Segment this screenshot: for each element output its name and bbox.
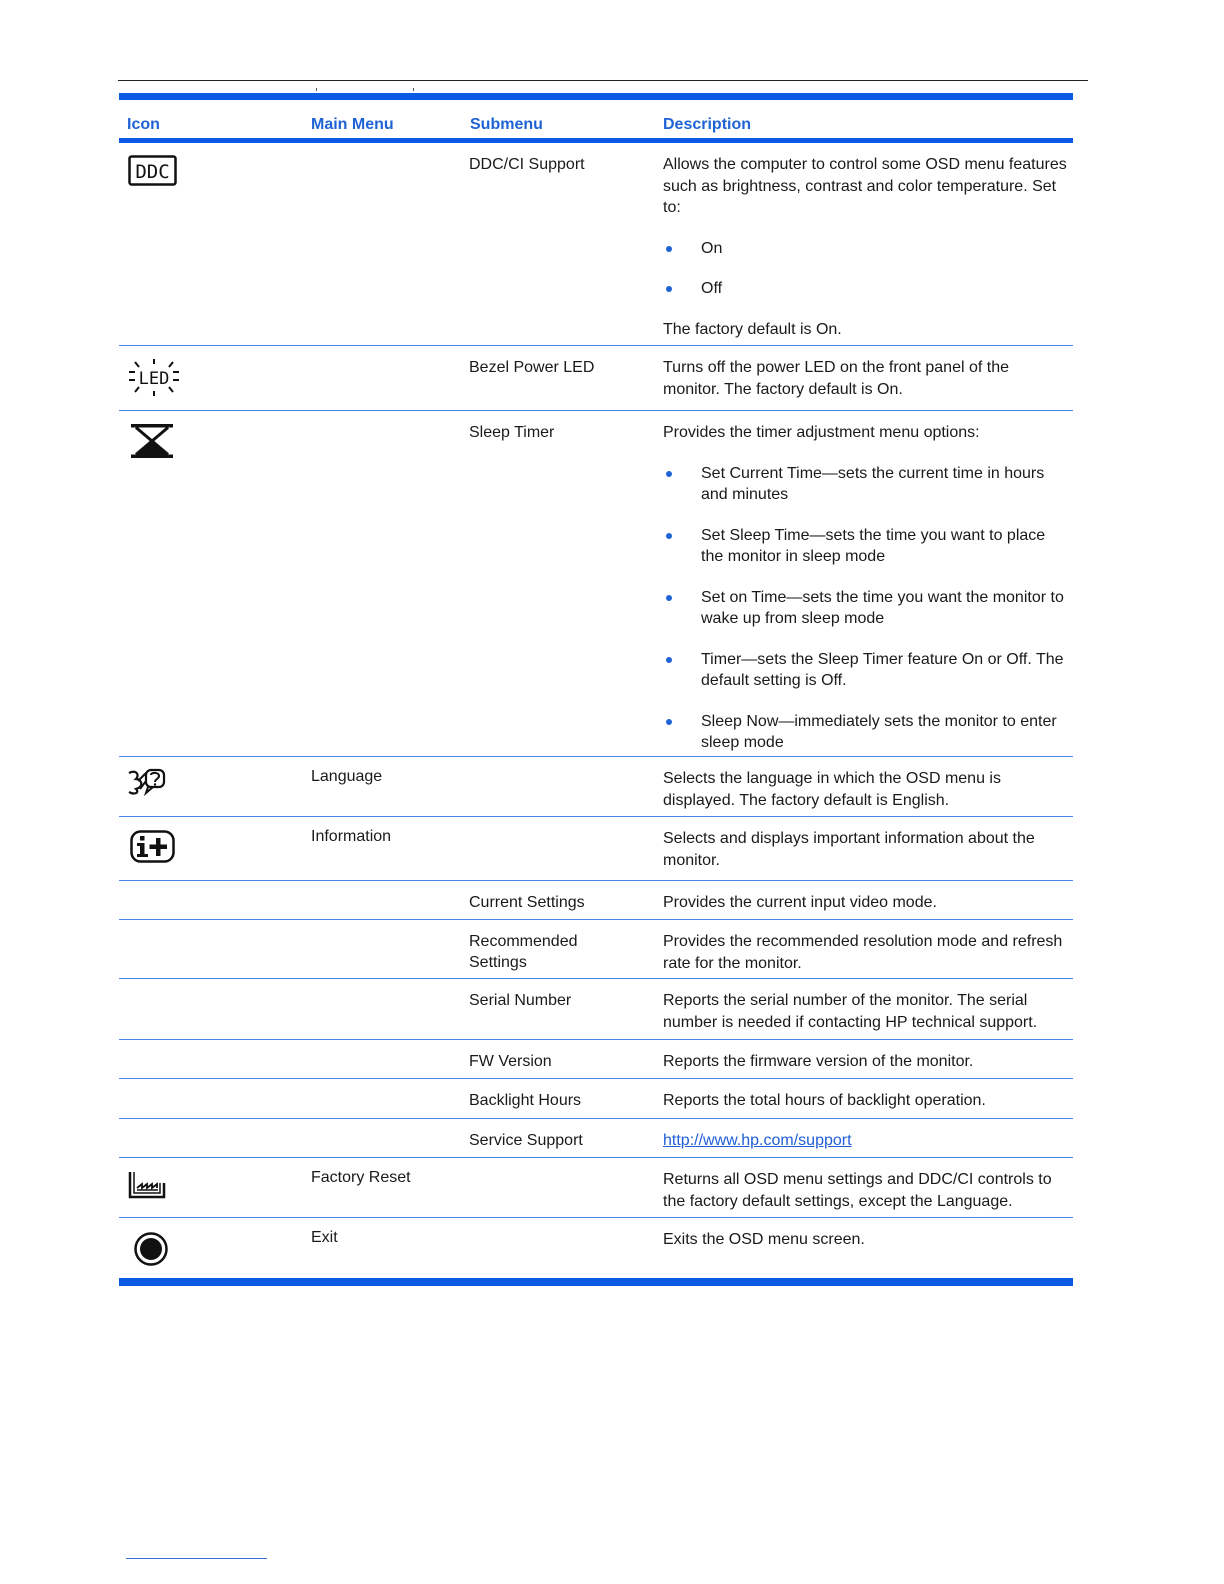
main-menu-cell: Language (311, 768, 383, 785)
list-item (663, 278, 1068, 300)
list-item (663, 587, 1068, 630)
svg-text:DDC: DDC (135, 161, 170, 183)
bullet-icon (666, 719, 672, 725)
description-text: Selects the language in which the OSD menu is displayed. The factory default is English. (663, 770, 1001, 809)
bullet-icon (666, 533, 672, 539)
table-row (119, 143, 1073, 346)
bullet-icon (666, 471, 672, 477)
table-row (119, 1218, 1073, 1278)
description-cell (663, 422, 1068, 773)
description-text: Reports the serial number of the monitor. The serial number is needed if contacting HP technical support. (663, 992, 1038, 1031)
description-text: Returns all OSD menu settings and DDC/CI controls to the factory default settings, except the Language. (663, 1171, 1052, 1210)
bullet-text: Sleep Now—immediately sets the monitor to enter sleep mode (701, 712, 1057, 751)
table-row (119, 881, 1073, 920)
table-row (119, 1079, 1073, 1119)
description-text: Provides the timer adjustment menu options: (663, 424, 980, 441)
submenu-cell: Sleep Timer (469, 424, 555, 441)
description-text: Selects and displays important information about the monitor. (663, 830, 1035, 869)
bullet-list (663, 463, 1068, 754)
bullet-list (663, 238, 1068, 300)
led-icon (127, 358, 181, 398)
description-cell (663, 828, 1068, 871)
language-icon (126, 767, 170, 797)
list-item (663, 463, 1068, 506)
description-text: Reports the firmware version of the monitor. (663, 1053, 974, 1070)
bullet-text: Set on Time—sets the time you want the monitor to wake up from sleep mode (701, 588, 1064, 627)
table-row (119, 1158, 1073, 1218)
bullet-text: On (701, 239, 723, 257)
description-cell (663, 154, 1068, 340)
submenu-cell: Service Support (469, 1132, 583, 1149)
hp-support-link[interactable]: http://www.hp.com/support (663, 1132, 852, 1149)
submenu-cell: FW Version (469, 1053, 552, 1070)
information-icon (130, 830, 176, 864)
description-text: Allows the computer to control some OSD menu features such as brightness, contrast and color temperature. Set to: (663, 156, 1067, 216)
main-menu-cell: Factory Reset (311, 1169, 411, 1186)
list-item (663, 649, 1068, 692)
page-top-rule (118, 80, 1088, 81)
description-text: Reports the total hours of backlight operation. (663, 1092, 986, 1109)
list-item (663, 238, 1068, 260)
table-row (119, 757, 1073, 817)
submenu-cell: Recommended Settings (469, 933, 578, 971)
top-tick (316, 88, 317, 91)
table-row (119, 817, 1073, 881)
svg-text:LED: LED (138, 369, 170, 389)
table-row (119, 920, 1073, 979)
main-menu-cell: Information (311, 828, 392, 845)
main-menu-cell: Exit (311, 1229, 338, 1246)
header-description: Description (663, 116, 752, 133)
description-cell (663, 1090, 1068, 1112)
description-cell (663, 1229, 1068, 1251)
description-text: Turns off the power LED on the front panel of the monitor. The factory default is On. (663, 359, 1009, 398)
description-text: Provides the current input video mode. (663, 894, 937, 911)
table-row (119, 979, 1073, 1040)
bullet-text: Set Sleep Time—sets the time you want to place the monitor in sleep mode (701, 526, 1046, 565)
list-item (663, 525, 1068, 568)
header-main-menu: Main Menu (311, 116, 394, 133)
table-header (119, 100, 1073, 143)
bullet-icon (666, 657, 672, 663)
description-cell (663, 1169, 1068, 1212)
footnote-rule (126, 1558, 267, 1559)
header-submenu: Submenu (470, 116, 543, 133)
bullet-text: Set Current Time—sets the current time in hours and minutes (701, 464, 1045, 503)
bullet-icon (666, 595, 672, 601)
submenu-cell: DDC/CI Support (469, 156, 585, 173)
submenu-cell: Serial Number (469, 992, 572, 1009)
submenu-cell: Backlight Hours (469, 1092, 582, 1109)
ddc-icon (128, 155, 178, 187)
submenu-cell: Bezel Power LED (469, 359, 595, 376)
bullet-icon (666, 286, 672, 292)
description-cell (663, 1130, 1068, 1152)
exit-icon (134, 1231, 170, 1267)
header-icon: Icon (127, 116, 160, 133)
bullet-text: Off (701, 280, 723, 297)
description-text: Exits the OSD menu screen. (663, 1231, 865, 1248)
table-row (119, 1119, 1073, 1158)
description-cell (663, 931, 1068, 974)
description-cell (663, 357, 1068, 400)
osd-menu-table (119, 93, 1073, 1286)
description-text: The factory default is On. (663, 320, 842, 338)
hourglass-icon (130, 423, 174, 459)
table-row (119, 1040, 1073, 1079)
table-row (119, 346, 1073, 411)
bullet-text: Timer—sets the Sleep Timer feature On or Off. The default setting is Off. (701, 650, 1064, 689)
description-cell (663, 768, 1068, 811)
factory-reset-icon (128, 1171, 166, 1199)
top-tick (413, 88, 414, 91)
list-item (663, 711, 1068, 754)
description-cell (663, 990, 1068, 1033)
bullet-icon (666, 246, 672, 252)
table-row (119, 411, 1073, 757)
submenu-cell: Current Settings (469, 894, 585, 911)
description-text: Provides the recommended resolution mode and refresh rate for the monitor. (663, 933, 1063, 972)
description-cell (663, 1051, 1068, 1073)
description-cell (663, 892, 1068, 914)
